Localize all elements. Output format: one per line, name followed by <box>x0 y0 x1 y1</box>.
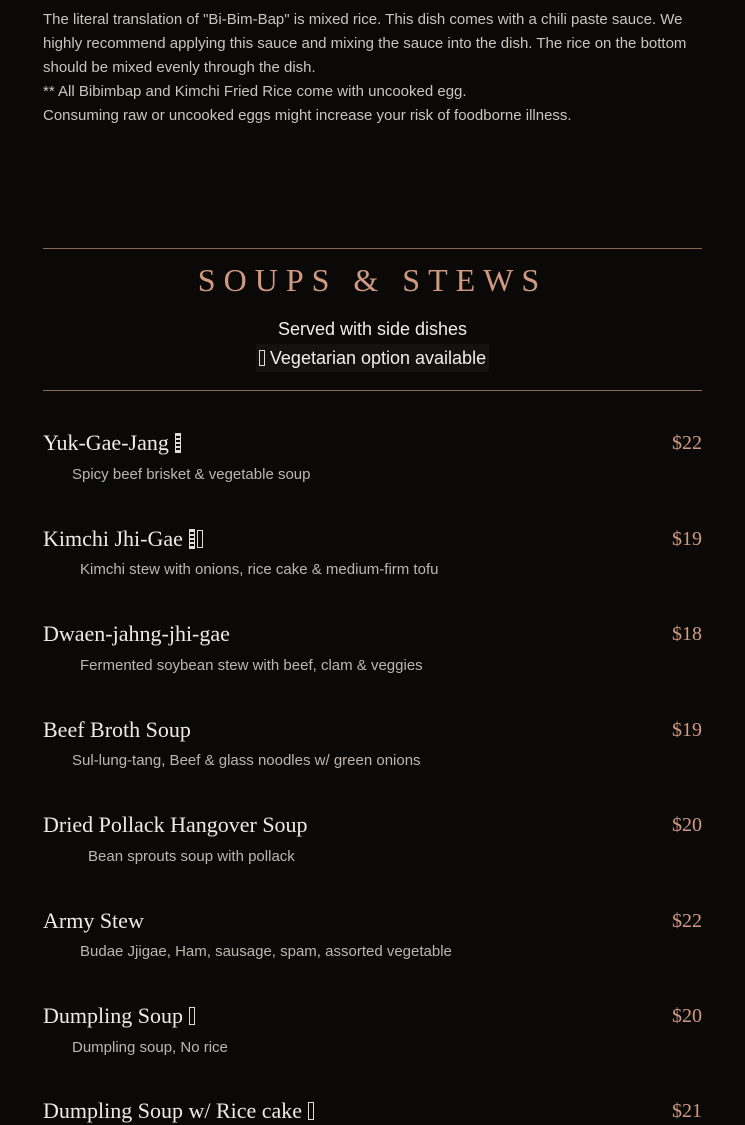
item-name: Army Stew <box>43 908 144 933</box>
vegetarian-note-text: Vegetarian option available <box>269 348 487 368</box>
item-description: Spicy beef brisket & vegetable soup <box>72 466 311 483</box>
item-description: Bean sprouts soup with pollack <box>88 848 295 865</box>
item-description: Fermented soybean stew with beef, clam & veggies <box>80 657 423 674</box>
vegetarian-icon <box>197 530 203 548</box>
item-price: $22 <box>672 910 702 932</box>
note-foodborne-warning: Consuming raw or uncooked eggs might increase your risk of foodborne illness. <box>43 107 572 124</box>
item-price: $19 <box>672 719 702 741</box>
item-name: Kimchi Jhi-Gae <box>43 525 203 553</box>
spicy-icon <box>175 433 181 453</box>
item-name: Dumpling Soup w/ Rice cake <box>43 1097 314 1125</box>
soups-stews-header <box>43 248 702 391</box>
item-price: $22 <box>672 432 702 454</box>
item-price: $20 <box>672 1005 702 1027</box>
note-uncooked-egg: ** All Bibimbap and Kimchi Fried Rice come with uncooked egg. <box>43 83 467 100</box>
vegetarian-icon <box>189 1007 195 1025</box>
item-price: $21 <box>672 1100 702 1122</box>
note-bibimbap-translation: The literal translation of "Bi-Bim-Bap" is mixed rice. This dish comes with a chili paste sauce. We highly recommend applying this sauce and mixing the sauce into the dish. The rice on the bottom should be mixed evenly through the dish. <box>43 11 687 76</box>
item-description: Budae Jjigae, Ham, sausage, spam, assorted vegetable <box>80 943 452 960</box>
item-name: Dwaen-jahng-jhi-gae <box>43 621 230 646</box>
vegetarian-icon <box>308 1102 314 1120</box>
item-description: Sul-lung-tang, Beef & glass noodles w/ green onions <box>72 752 421 769</box>
vegetarian-note <box>256 344 489 372</box>
item-description: Dumpling soup, No rice <box>72 1039 228 1056</box>
item-price: $20 <box>672 814 702 836</box>
item-description: Kimchi stew with onions, rice cake & medium-firm tofu <box>80 561 439 578</box>
item-price: $19 <box>672 528 702 550</box>
vegetarian-icon <box>259 350 265 366</box>
item-name: Beef Broth Soup <box>43 717 191 742</box>
section-subtitle: Served with side dishes <box>277 319 468 339</box>
item-name: Dumpling Soup <box>43 1002 195 1030</box>
section-title: SOUPS & STEWS <box>197 262 548 298</box>
spicy-icon <box>189 529 195 549</box>
bibimbap-notes <box>43 8 703 128</box>
item-name: Yuk-Gae-Jang <box>43 429 181 457</box>
item-name: Dried Pollack Hangover Soup <box>43 812 308 837</box>
item-price: $18 <box>672 623 702 645</box>
